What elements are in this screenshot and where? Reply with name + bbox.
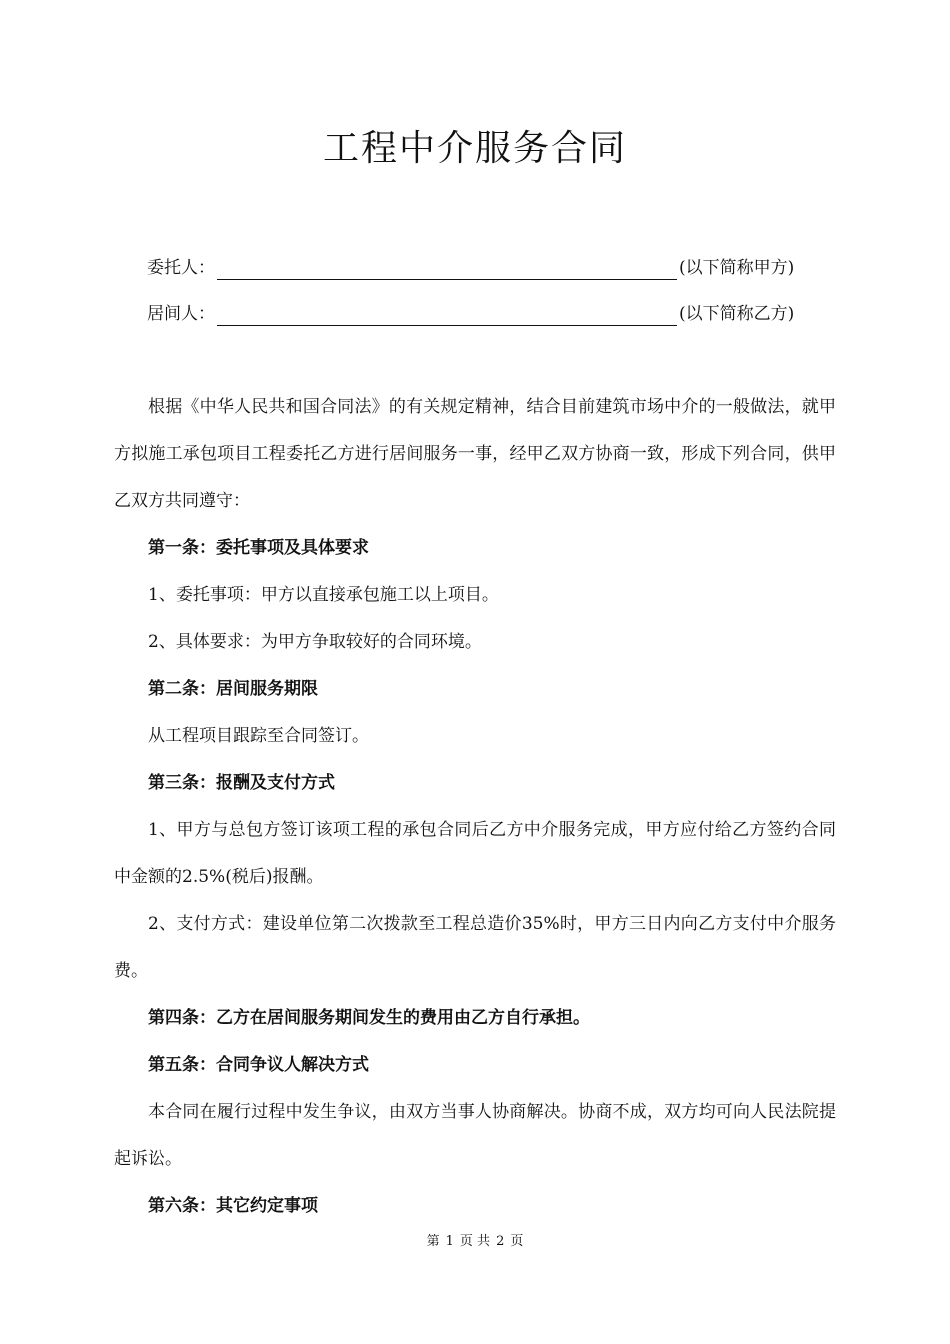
footer-total-pages: 2: [496, 1234, 505, 1249]
article-3-item-2: 2、支付方式：建设单位第二次拨款至工程总造价35%时，甲方三日内向乙方支付中介服务费。: [114, 914, 836, 981]
page-footer: [0, 1230, 950, 1249]
article-3-item-1: 1、甲方与总包方签订该项工程的承包合同后乙方中介服务完成，甲方应付给乙方签约合同中金额的2.5%(税后)报酬。: [114, 820, 836, 887]
party-broker-label: 居间人：: [147, 304, 215, 324]
article-1-item-2: 2、具体要求：为甲方争取较好的合同环境。: [148, 632, 482, 652]
article-2-text: 从工程项目跟踪至合同签订。: [148, 726, 369, 746]
footer-prefix: 第: [426, 1234, 440, 1249]
party-client-line: [147, 256, 794, 280]
footer-middle: 页 共: [459, 1234, 491, 1249]
party-broker-line: [147, 302, 794, 326]
article-4-heading: 第四条：乙方在居间服务期间发生的费用由乙方自行承担。: [148, 1008, 590, 1028]
article-1-item-1: 1、委托事项：甲方以直接承包施工以上项目。: [148, 585, 499, 605]
footer-page-number: 1: [445, 1234, 454, 1249]
document-title: 工程中介服务合同: [322, 128, 627, 169]
intro-paragraph: 根据《中华人民共和国合同法》的有关规定精神，结合目前建筑市场中介的一般做法，就甲方拟施工承包项目工程委托乙方进行居间服务一事，经甲乙双方协商一致，形成下列合同，供甲乙双方共同遵守：: [114, 397, 836, 511]
party-client-blank[interactable]: [217, 261, 677, 280]
article-2-heading: 第二条：居间服务期限: [148, 679, 318, 699]
party-client-suffix: (以下简称甲方): [679, 258, 795, 278]
article-3-heading: 第三条：报酬及支付方式: [148, 773, 335, 793]
party-client-label: 委托人：: [147, 258, 215, 278]
article-6-heading: 第六条：其它约定事项: [148, 1196, 318, 1216]
party-broker-suffix: (以下简称乙方): [679, 304, 795, 324]
party-broker-blank[interactable]: [217, 307, 677, 326]
footer-suffix: 页: [510, 1234, 524, 1249]
article-5-text: 本合同在履行过程中发生争议，由双方当事人协商解决。协商不成，双方均可向人民法院提起诉讼。: [114, 1102, 836, 1169]
article-1-heading: 第一条：委托事项及具体要求: [148, 538, 369, 558]
contract-body: [114, 384, 836, 1230]
article-5-heading: 第五条：合同争议人解决方式: [148, 1055, 369, 1075]
